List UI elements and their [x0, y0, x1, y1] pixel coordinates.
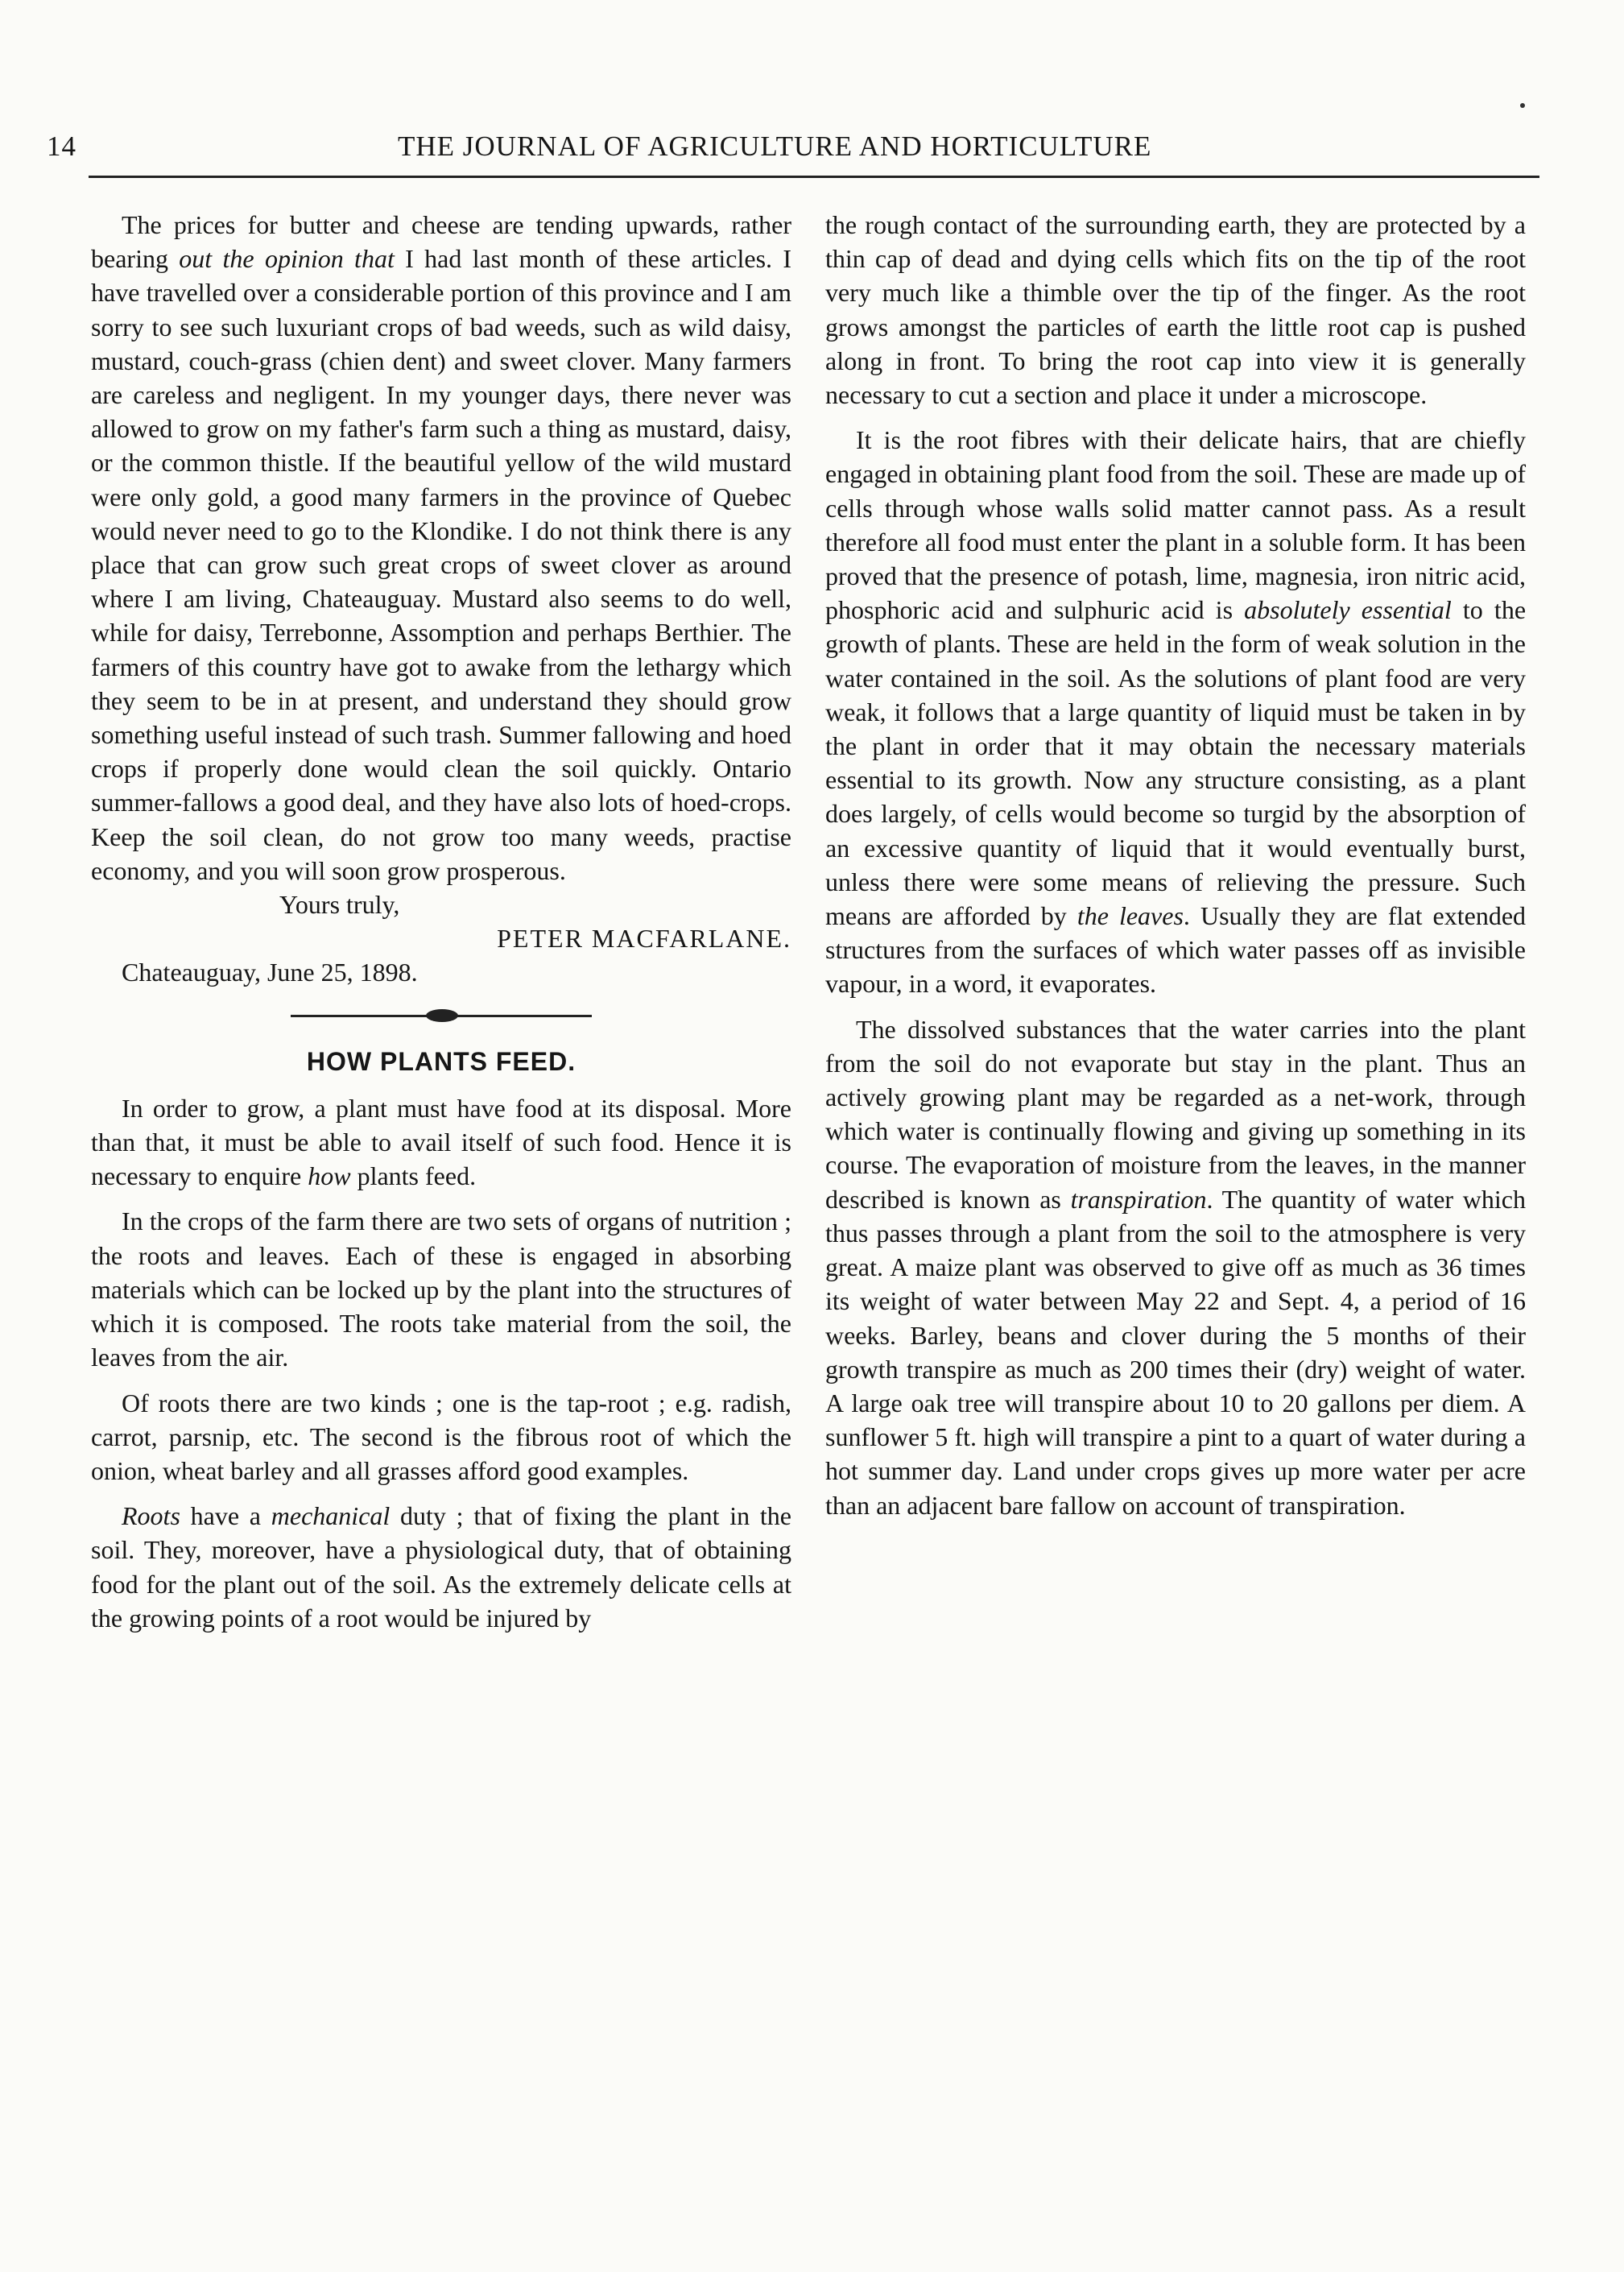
- journal-title: THE JOURNAL OF AGRICULTURE AND HORTICULTURE: [398, 130, 1152, 162]
- article-title: HOW PLANTS FEED.: [306, 1046, 576, 1076]
- article-paragraph-4-cont: the rough contact of the surrounding earth, they are protected by a thin cap of dead and dying cells which fits on the tip of the root very much like a thimble over the tip of the finger. As the root grows amongst the particles of earth the little root cap is pushed along in front. To bring the root cap into view it is generally necessary to cut a section and place it under a microscope.: [825, 210, 1526, 410]
- divider-diamond: [426, 1009, 458, 1022]
- print-speck: [1520, 103, 1525, 108]
- letter-closing: Yours truly,: [279, 890, 400, 920]
- left-column: [91, 208, 791, 1635]
- page-number: 14: [47, 130, 76, 162]
- header-rule: [89, 176, 1539, 178]
- letter-paragraph: The prices for butter and cheese are tending upwards, rather bearing out the opinion that I had last month of these articles. I have travelled over a considerable portion of this province and I am sorry to see such luxuriant crops of bad weeds, such as wild daisy, mustard, couch-grass (chien dent) and sweet clover. Many farmers are careless and negligent. In my younger days, there never was allowed to grow on my father's farm such a thing as mustard, daisy, or the common thistle. If the beautiful yellow of the wild mustard were only gold, a good many farmers in the province of Quebec would never need to go to the Klondike. I do not think there is any place that can grow such great crops of sweet clover as around where I am living, Chateauguay. Mustard also seems to do well, while for daisy, Terrebonne, Assomption and perhaps Berthier. The farmers of this country have got to awake from the lethargy which they seem to be in at present, and understand they should grow something useful instead of such trash. Summer fallowing and hoed crops if properly done would clean the soil quickly. Ontario summer-fallows a good deal, and they have also lots of hoed-crops. Keep the soil clean, do not grow too many weeds, practise economy, and you will soon grow prosperous.: [91, 210, 792, 885]
- running-header: [47, 127, 1532, 169]
- article-paragraph-1: In order to grow, a plant must have food at its disposal. More than that, it must be able to avail itself of such food. Hence it is necessary to enquire how plants feed.: [91, 1093, 791, 1191]
- right-column: [825, 208, 1526, 1522]
- article-paragraph-5: It is the root fibres with their delicate hairs, that are chiefly engaged in obtaining plant food from the soil. These are made up of cells through whose walls solid matter cannot pass. As a result therefore all food must enter the plant in a soluble form. It has been proved that the presence of potash, lime, magnesia, iron nitric acid, phosphoric acid and sulphuric acid is absolutely essential to the growth of plants. These are held in the form of weak solution in the water contained in the soil. As the solutions of plant food are very weak, it follows that a large quantity of liquid must be taken in by the plant in order that it may obtain the necessary materials essential to its growth. Now any structure consisting, as a plant does largely, of cells would become so turgid by the absorption of an excessive quantity of liquid that it would eventually burst, unless there were some means of relieving the pressure. Such means are afforded by the leaves. Usually they are flat extended structures from the surfaces of which water passes off as invisible vapour, in a word, it evaporates.: [825, 425, 1527, 999]
- article-paragraph-4-start: Roots have a mechanical duty ; that of fixing the plant in the soil. They, moreover, have a physiological duty, that of obtaining food for the plant out of the soil. As the extremely delicate cells at the growing points of a root would be injured by: [91, 1501, 792, 1633]
- letter-signature: PETER MACFARLANE.: [497, 924, 791, 954]
- article-paragraph-3: Of roots there are two kinds ; one is the tap-root ; e.g. radish, carrot, parsnip, etc. The second is the fibrous root of which the onion, wheat barley and all grasses afford good examples.: [91, 1388, 791, 1485]
- article-paragraph-6: The dissolved substances that the water carries into the plant from the soil do not evaporate but stay in the plant. Thus an actively growing plant may be regarded as a net-work, through which water is continually flowing and giving up something in its course. The evaporation of moisture from the leaves, in the manner described is known as transpiration. The quantity of water which thus passes through a plant from the soil to the atmosphere is very great. A maize plant was observed to give off as much as 36 times its weight of water between May 22 and Sept. 4, a period of 16 weeks. Barley, beans and clover during the 5 months of their growth transpire as much as 200 times their (dry) weight of water. A large oak tree will transpire about 10 to 20 gallons per diem. A sunflower 5 ft. high will transpire a pint to a quart of water during a hot summer day. Land under crops gives up more water per acre than an adjacent bare fallow on account of transpiration.: [825, 1014, 1527, 1520]
- letter-dateline: Chateauguay, June 25, 1898.: [122, 958, 418, 987]
- section-divider-ornament: [91, 990, 791, 1037]
- article-paragraph-2: In the crops of the farm there are two sets of organs of nutrition ; the roots and leaves. Each of these is engaged in absorbing materials which can be locked up by the plant into the structures of which it is composed. The roots take material from the soil, the leaves from the air.: [91, 1206, 791, 1372]
